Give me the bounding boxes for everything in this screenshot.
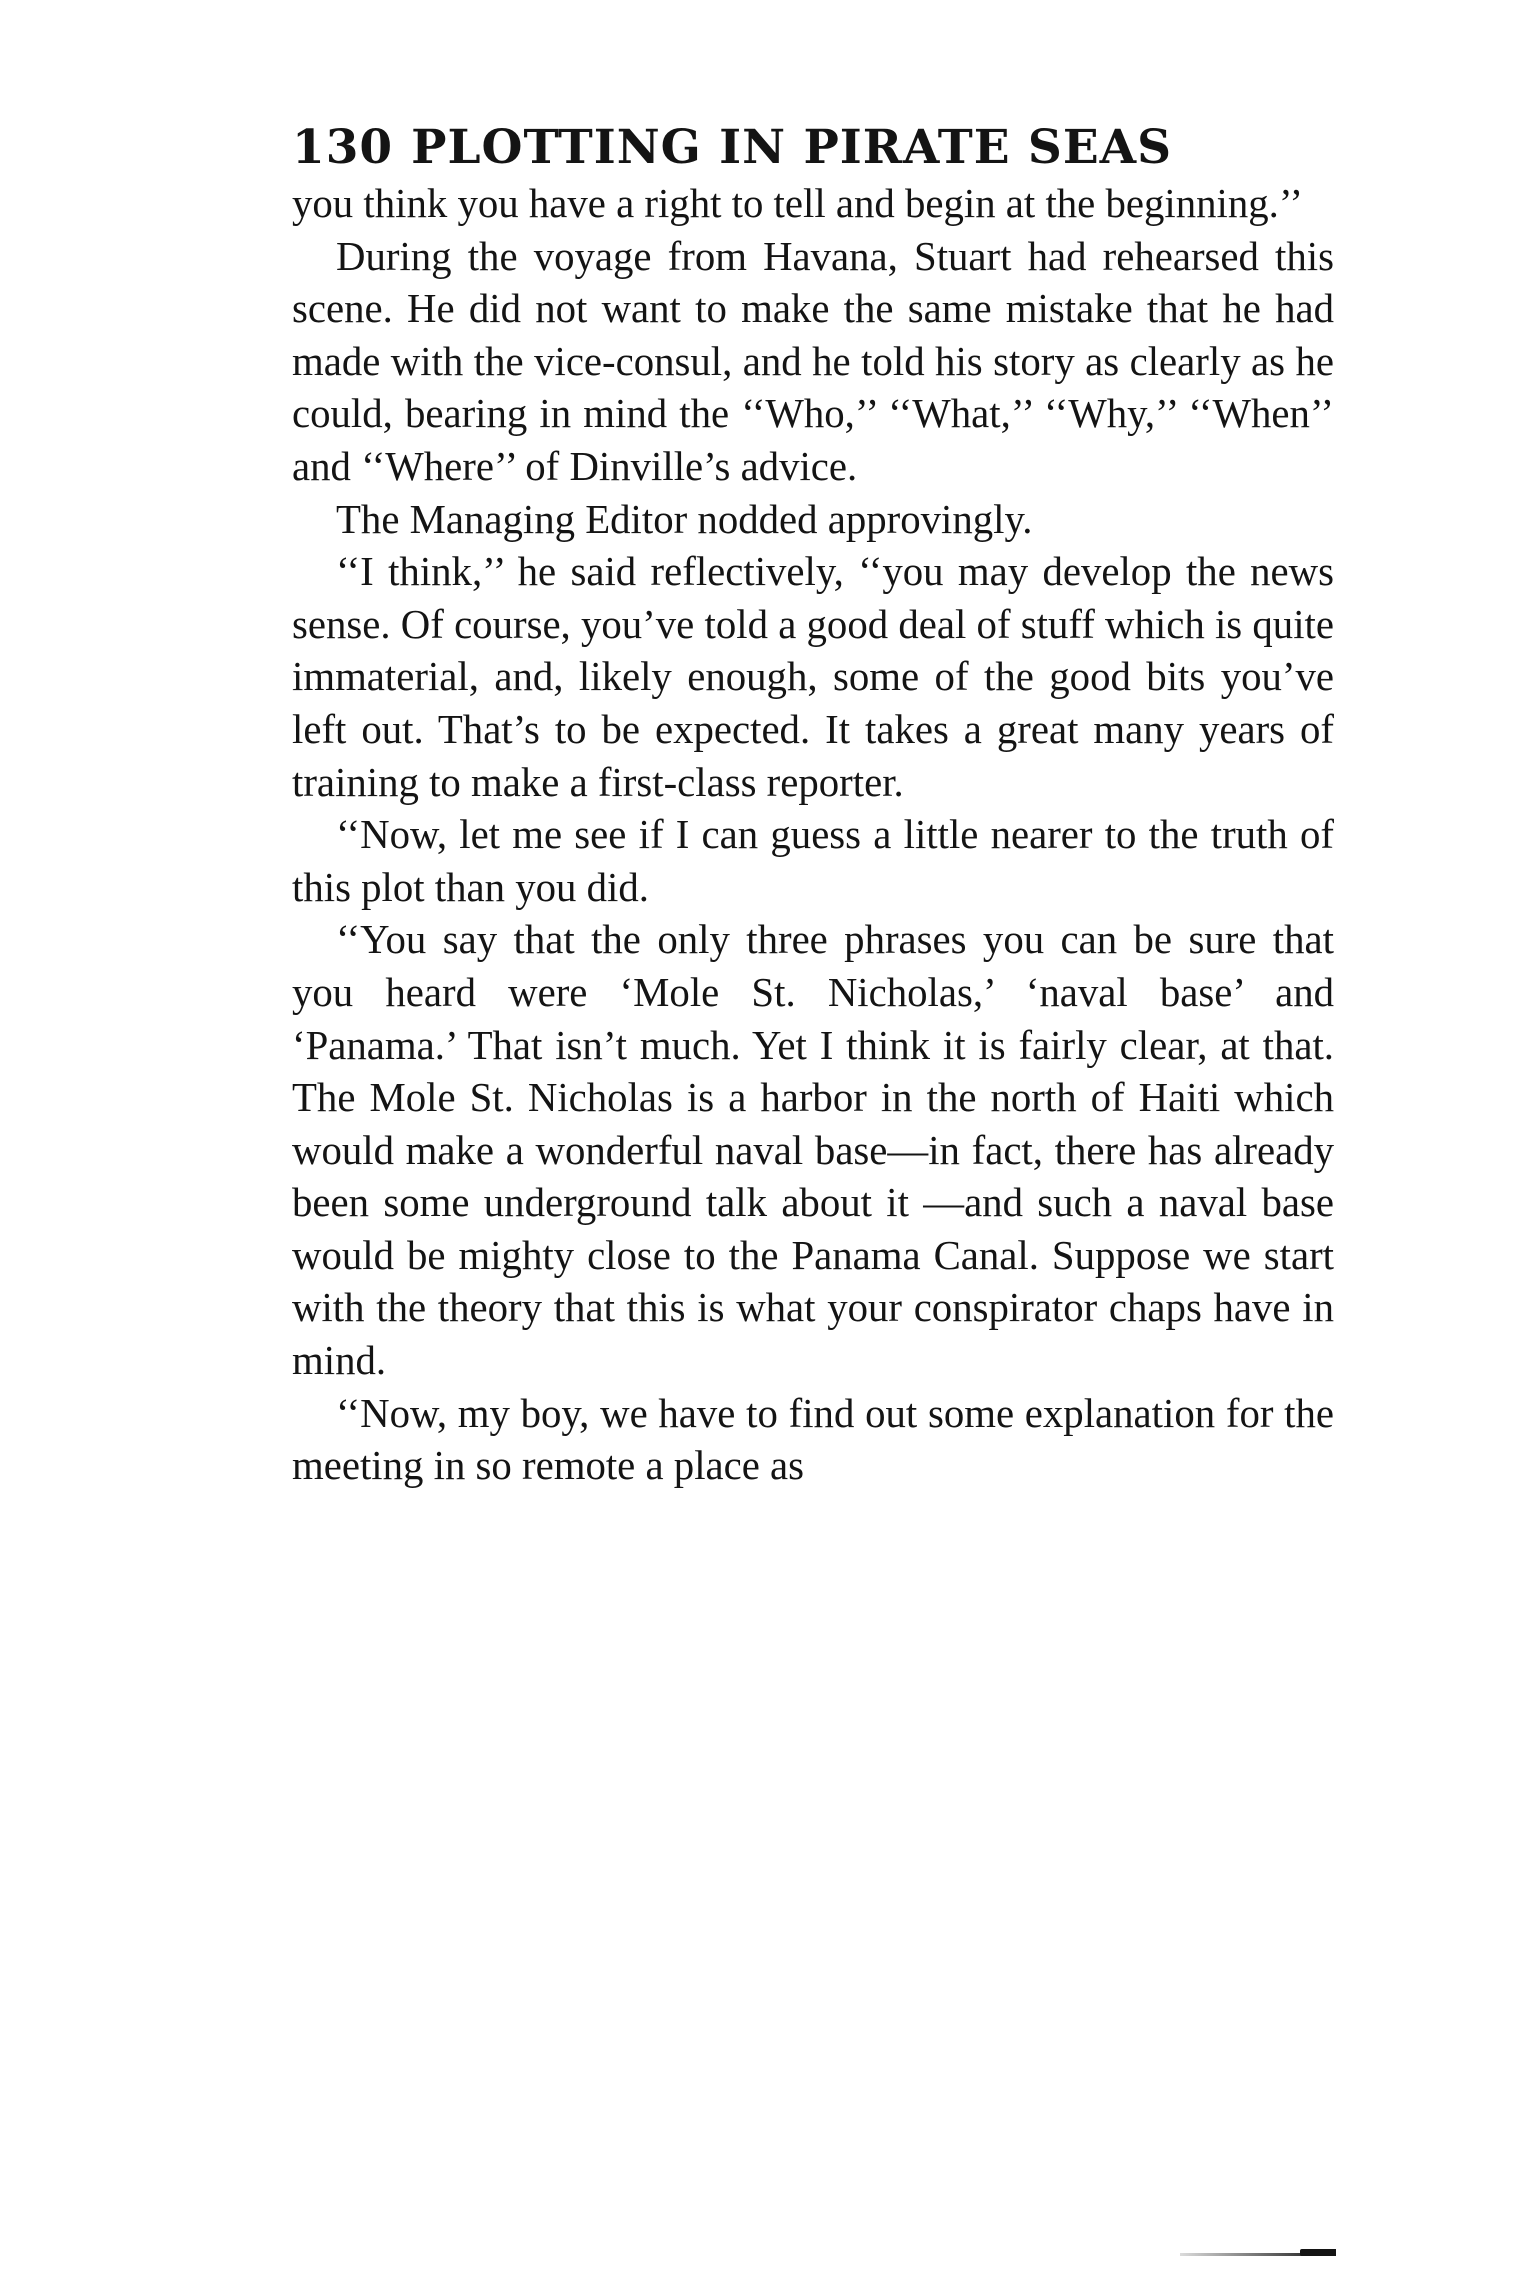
paragraph: ‘‘Now, my boy, we have to find out some explanation for the meeting in so remote a place as: [292, 1390, 1334, 1489]
paragraph: ‘‘Now, let me see if I can guess a little nearer to the truth of this plot than you did.: [292, 812, 1334, 910]
paragraph-continued: you think you have a right to tell and begin at the beginning.’’: [292, 181, 1303, 226]
paragraph: The Managing Editor nodded approvingly.: [336, 496, 1033, 542]
paragraph: ‘‘You say that the only three phrases you can be sure that you heard were ‘Mole St. Nicholas,’ ‘naval base’ and ‘Panama.’ That isn’t much. Yet I think it is fairly clear, at that. The Mole St. Nicholas is a harbor in the north of Haiti which would make a wonderful naval base—in fact, there has already been some underground talk about it —and such a naval base would be mighty close to the Panama Canal. Suppose we start with the theory that this is what your conspirator chaps have in mind.: [292, 917, 1334, 1384]
bottom-edge-mark-tail: [1300, 2249, 1336, 2256]
book-page: [292, 118, 1334, 1493]
running-header: [292, 118, 1334, 178]
paragraph: During the voyage from Havana, Stuart had rehearsed this scene. He did not want to make the same mistake that he had made with the vice-consul, and he told his story as clearly as he could, bearing in mind the ‘‘Who,’’ ‘‘What,’’ ‘‘Why,’’ ‘‘When’’ and ‘‘Where’’ of Dinville’s advice.: [292, 233, 1334, 489]
body-text: [292, 178, 1334, 1493]
page-number: 130: [292, 120, 394, 175]
running-title: PLOTTING IN PIRATE SEAS: [411, 120, 1173, 175]
paragraph: ‘‘I think,’’ he said reflectively, ‘‘you may develop the news sense. Of course, you’ve told a good deal of stuff which is quite immaterial, and, likely enough, some of the good bits you’ve left out. That’s to be expected. It takes a great many years of training to make a first-class reporter.: [292, 549, 1334, 805]
